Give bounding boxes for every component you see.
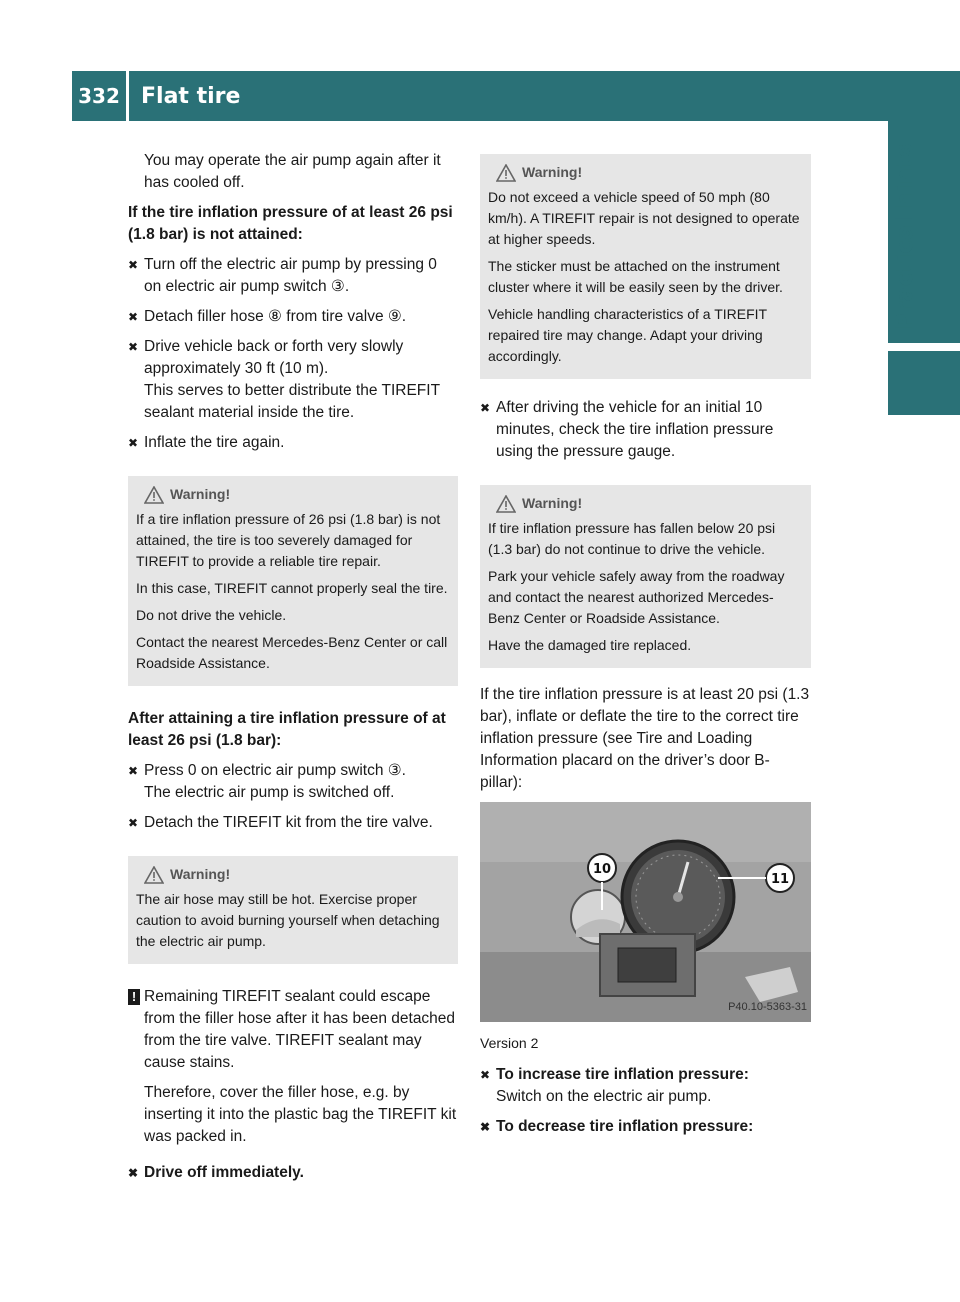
warning-text: Do not drive the vehicle.: [136, 607, 287, 623]
warning-title: Warning!: [136, 864, 450, 885]
warning-title: Warning!: [488, 162, 803, 183]
step-drive-off: ✖ Drive off immediately.: [128, 1162, 458, 1184]
warning-text: In this case, TIREFIT cannot properly seal the tire.: [136, 580, 448, 596]
warning-box-pressure-fallen: [480, 485, 811, 668]
warning-triangle-icon: [144, 866, 164, 884]
step-check-pressure: ✖ After driving the vehicle for an initial 10 minutes, check the tire inflation pressure using the pressure gauge.: [480, 399, 774, 460]
step-arrow-icon: ✖: [480, 1120, 491, 1134]
warning-text: Vehicle handling characteristics of a TIREFIT repaired tire may change. Adapt your driving accordingly.: [488, 306, 767, 364]
side-chapter-label: Practical hints: [892, 143, 918, 330]
notice-text: Therefore, cover the filler hose, e.g. by inserting it into the plastic bag the TIREFIT kit was packed in.: [144, 1084, 457, 1145]
step-arrow-icon: ✖: [128, 436, 139, 450]
step-arrow-icon: ✖: [128, 816, 139, 830]
step-turn-off-pump: ✖ Turn off the electric air pump by pressing 0 on electric air pump switch ③.: [128, 256, 437, 295]
warning-title: Warning!: [488, 493, 803, 514]
warning-text: If tire inflation pressure has fallen below 20 psi (1.3 bar) do not continue to drive the vehicle.: [488, 520, 776, 557]
notice-text: Remaining TIREFIT sealant could escape from the filler hose after it has been detached from the tire valve. TIREFIT sealant may cause stains.: [144, 988, 456, 1071]
step-increase-pressure: ✖ To increase tire inflation pressure: Switch on the electric air pump.: [480, 1064, 811, 1108]
step-arrow-icon: ✖: [480, 401, 491, 415]
step-arrow-icon: ✖: [128, 340, 139, 354]
warning-text: Do not exceed a vehicle speed of 50 mph (80 km/h). A TIREFIT repair is not designed to operate at higher speeds.: [488, 189, 800, 247]
notice-exclamation-icon: !: [128, 989, 140, 1005]
step-arrow-icon: ✖: [128, 1166, 139, 1180]
figure-caption: Version 2: [480, 1035, 539, 1051]
warning-box-hot-hose: [128, 856, 458, 964]
warning-text: The sticker must be attached on the instrument cluster where it will be easily seen by the driver.: [488, 258, 783, 295]
warning-text: Contact the nearest Mercedes-Benz Center or call Roadside Assistance.: [136, 634, 448, 671]
body-text-correct-pressure: If the tire inflation pressure is at least 20 psi (1.3 bar), inflate or deflate the tire to the correct tire inflation pressure (see Tire and Loading Information placard on the driver’s door B-pillar):: [480, 686, 810, 791]
heading-attained: After attaining a tire inflation pressure of at least 26 psi (1.8 bar):: [128, 710, 446, 749]
step-press-zero-detail: The electric air pump is switched off.: [144, 784, 395, 801]
warning-text: Have the damaged tire replaced.: [488, 637, 692, 653]
callout-10: 10: [592, 862, 612, 877]
warning-title: Warning!: [136, 484, 450, 505]
page-header: [72, 71, 888, 121]
step-arrow-icon: ✖: [128, 310, 139, 324]
warning-box-speed: [480, 154, 811, 379]
warning-triangle-icon: [496, 495, 516, 513]
warning-triangle-icon: [496, 164, 516, 182]
warning-text: If a tire inflation pressure of 26 psi (1.8 bar) is not attained, the tire is too severely damaged for TIREFIT to provide a reliable tire repair.: [136, 511, 441, 569]
step-decrease-pressure: ✖ To decrease tire inflation pressure:: [480, 1116, 811, 1138]
step-press-zero: ✖ Press 0 on electric air pump switch ③. The electric air pump is switched off.: [128, 760, 458, 804]
notice-sealant: [128, 986, 458, 1148]
instrument-illustration: [480, 802, 811, 1022]
step-arrow-icon: ✖: [480, 1068, 491, 1082]
warning-text: Park your vehicle safely away from the roadway and contact the nearest authorized Mercedes-Benz Center or Roadside Assistance.: [488, 568, 785, 626]
step-increase-pressure-detail: Switch on the electric air pump.: [496, 1088, 712, 1105]
warning-text: The air hose may still be hot. Exercise proper caution to avoid burning yourself when detaching the electric air pump.: [136, 891, 440, 949]
heading-not-attained: If the tire inflation pressure of at least 26 psi (1.8 bar) is not attained:: [128, 204, 453, 243]
side-tab-marker: [888, 351, 960, 415]
step-detach-hose: ✖ Detach filler hose ⑧ from tire valve ⑨.: [128, 306, 458, 328]
step-detach-kit: ✖ Detach the TIREFIT kit from the tire valve.: [128, 812, 458, 834]
step-drive-slowly-detail: This serves to better distribute the TIREFIT sealant material inside the tire.: [144, 382, 440, 421]
step-drive-slowly: ✖ Drive vehicle back or forth very slowly approximately 30 ft (10 m). This serves to better distribute the TIREFIT sealant material inside the tire.: [128, 336, 458, 424]
callout-11: 11: [770, 872, 790, 887]
instrument-figure: [480, 802, 811, 1022]
section-title: Flat tire: [141, 83, 241, 109]
step-arrow-icon: ✖: [128, 764, 139, 778]
page-number: 332: [78, 84, 120, 108]
right-column: [480, 150, 811, 1146]
warning-triangle-icon: [144, 486, 164, 504]
figure-code: P40.10-5363-31: [728, 1001, 807, 1013]
step-inflate-again: ✖ Inflate the tire again.: [128, 432, 458, 454]
intro-text: You may operate the air pump again after it has cooled off.: [144, 152, 441, 191]
step-arrow-icon: ✖: [128, 258, 139, 272]
left-column: [128, 150, 458, 1192]
warning-box-not-attained: [128, 476, 458, 686]
